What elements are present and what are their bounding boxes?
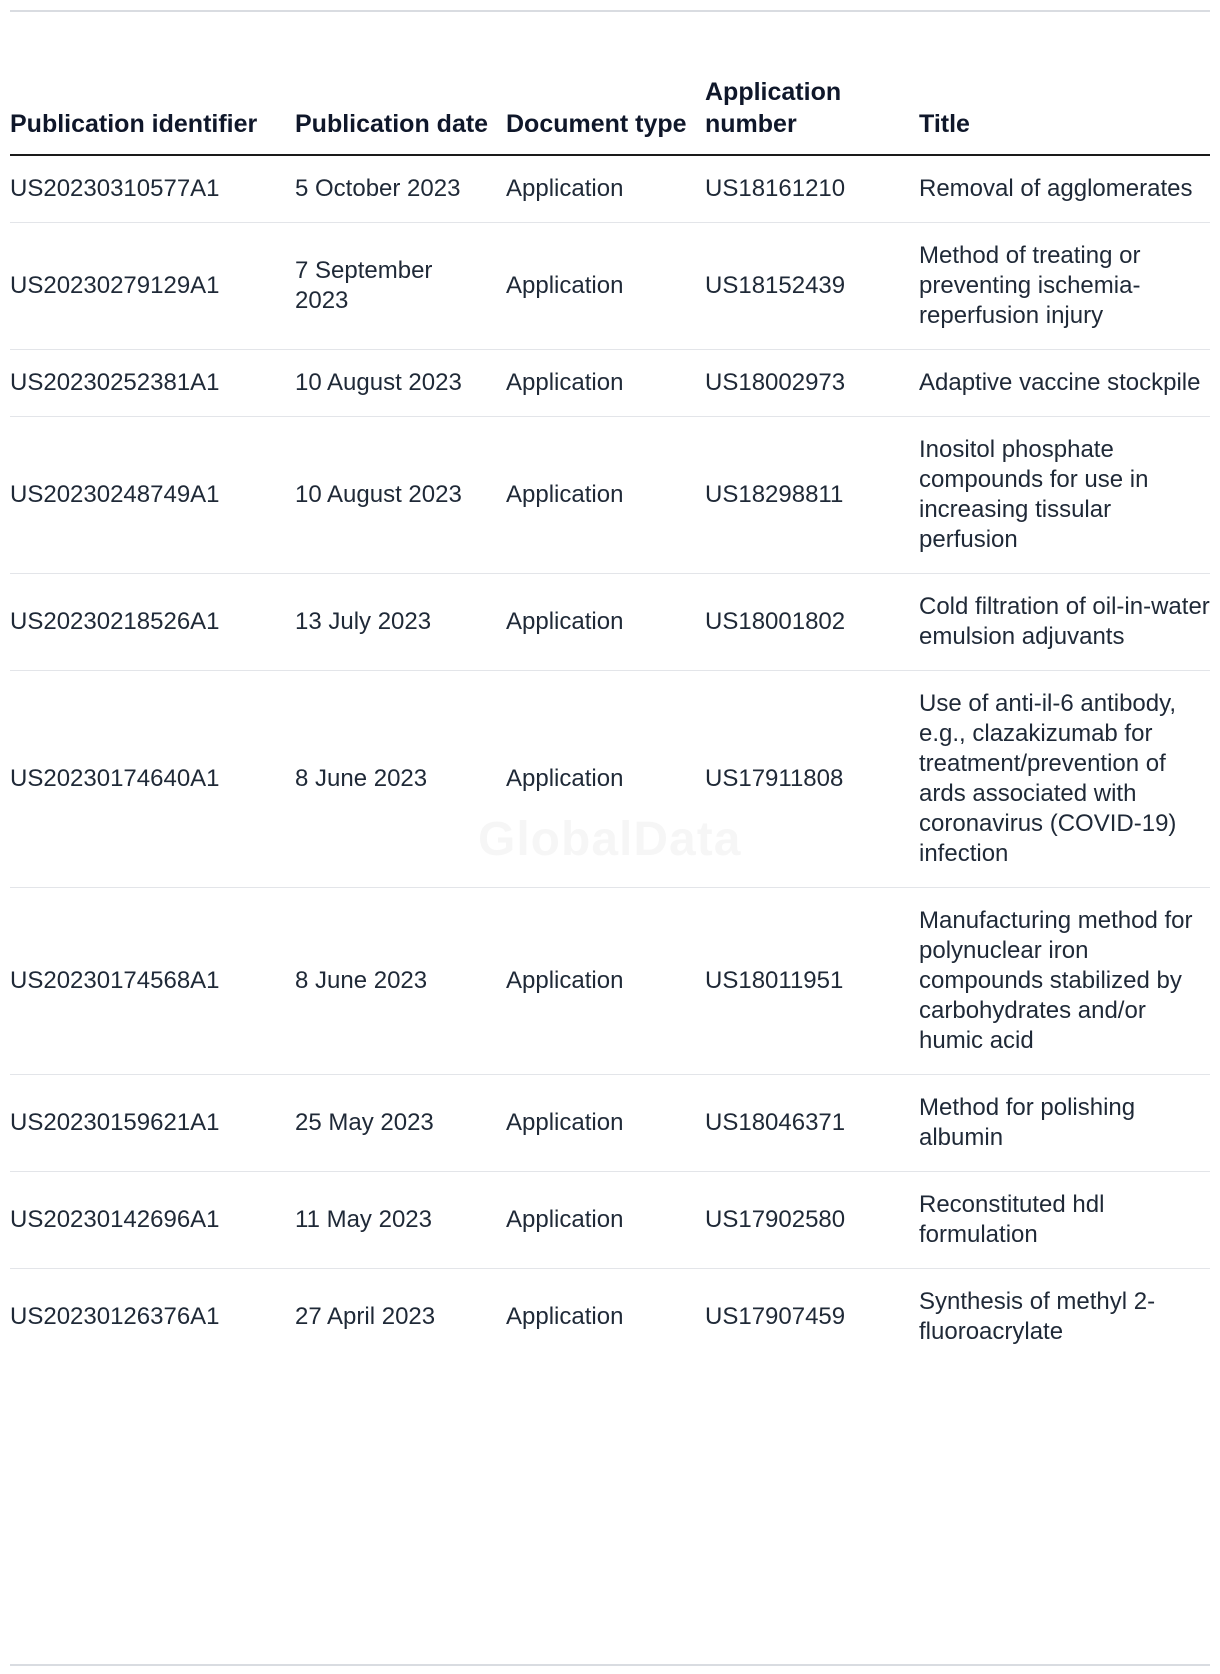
- table-row: [10, 350, 1210, 417]
- cell-publication-date: 11 May 2023: [295, 1172, 506, 1269]
- cell-application-number: US17907459: [705, 1303, 846, 1330]
- cell-application-number: US18152439: [705, 223, 919, 350]
- cell-title: Cold filtration of oil-in-water emulsion adjuvants: [919, 574, 1210, 671]
- table-row: [10, 1269, 1210, 1366]
- cell-title: Removal of agglomerates: [919, 155, 1210, 223]
- cell-publication-identifier: US20230159621A1: [10, 1075, 295, 1172]
- table-row: [10, 1075, 1210, 1172]
- bottom-divider: [10, 1664, 1210, 1666]
- table-header: [10, 70, 1210, 155]
- cell-publication-identifier: US20230126376A1: [10, 1303, 220, 1330]
- cell-application-number: US17902580: [705, 1172, 919, 1269]
- cell-document-type: Application: [506, 888, 705, 1075]
- cell-application-number: US18298811: [705, 417, 919, 574]
- cell-application-number: US18011951: [705, 888, 919, 1075]
- table-row: [10, 671, 1210, 888]
- table-row: [10, 223, 1210, 350]
- header-title: Title: [919, 70, 1210, 155]
- header-application-number: Application number: [705, 70, 919, 155]
- cell-application-number: US17911808: [705, 671, 919, 888]
- top-divider: [10, 10, 1210, 12]
- cell-publication-date: 25 May 2023: [295, 1075, 506, 1172]
- table-row: [10, 1172, 1210, 1269]
- header-document-type: Document type: [506, 70, 705, 155]
- cell-publication-date: 13 July 2023: [295, 574, 506, 671]
- cell-publication-date: 10 August 2023: [295, 350, 506, 417]
- cell-document-type: Application: [506, 223, 705, 350]
- cell-document-type: Application: [506, 671, 705, 888]
- cell-title: Adaptive vaccine stockpile: [919, 350, 1210, 417]
- cell-application-number: US18046371: [705, 1075, 919, 1172]
- cell-publication-date: 5 October 2023: [295, 155, 506, 223]
- table-row: [10, 417, 1210, 574]
- cell-title: Method for polishing albumin: [919, 1075, 1210, 1172]
- cell-document-type: Application: [506, 574, 705, 671]
- cell-title: Method of treating or preventing ischemia-reperfusion injury: [919, 223, 1210, 350]
- cell-document-type: Application: [506, 1075, 705, 1172]
- cell-publication-date: 10 August 2023: [295, 417, 506, 574]
- table-row: [10, 155, 1210, 223]
- table-body: [10, 155, 1210, 1365]
- cell-title: Inositol phosphate compounds for use in increasing tissular perfusion: [919, 417, 1210, 574]
- header-row: [10, 70, 1210, 155]
- patent-table: [10, 70, 1210, 1365]
- cell-publication-date: 8 June 2023: [295, 888, 506, 1075]
- cell-document-type: Application: [506, 1172, 705, 1269]
- cell-publication-identifier: US20230174568A1: [10, 888, 295, 1075]
- cell-publication-identifier: US20230248749A1: [10, 417, 295, 574]
- table-row: [10, 888, 1210, 1075]
- cell-application-number: US18001802: [705, 574, 919, 671]
- cell-publication-identifier: US20230279129A1: [10, 223, 295, 350]
- cell-document-type: Application: [506, 1303, 624, 1330]
- cell-document-type: Application: [506, 155, 705, 223]
- cell-publication-identifier: US20230174640A1: [10, 671, 295, 888]
- cell-publication-identifier: US20230142696A1: [10, 1172, 295, 1269]
- cell-publication-identifier: US20230310577A1: [10, 155, 295, 223]
- cell-application-number: US18002973: [705, 350, 919, 417]
- header-publication-identifier: Publication identifier: [10, 70, 295, 155]
- cell-publication-identifier: US20230252381A1: [10, 350, 295, 417]
- cell-application-number: US18161210: [705, 155, 919, 223]
- cell-document-type: Application: [506, 350, 705, 417]
- cell-publication-date: 27 April 2023: [295, 1303, 436, 1330]
- table-row: [10, 574, 1210, 671]
- cell-publication-date: 7 September 2023: [295, 223, 506, 350]
- cell-publication-identifier: US20230218526A1: [10, 574, 295, 671]
- cell-title: Use of anti-il-6 antibody, e.g., clazakizumab for treatment/prevention of ards associated with coronavirus (COVID-19) infection: [919, 671, 1210, 888]
- cell-title: Synthesis of methyl 2-fluoroacrylate: [919, 1288, 1156, 1345]
- cell-publication-date: 8 June 2023: [295, 671, 506, 888]
- cell-title: Reconstituted hdl formulation: [919, 1172, 1210, 1269]
- cell-document-type: Application: [506, 417, 705, 574]
- header-publication-date: Publication date: [295, 70, 506, 155]
- cell-title: Manufacturing method for polynuclear iron compounds stabilized by carbohydrates and/or humic acid: [919, 888, 1210, 1075]
